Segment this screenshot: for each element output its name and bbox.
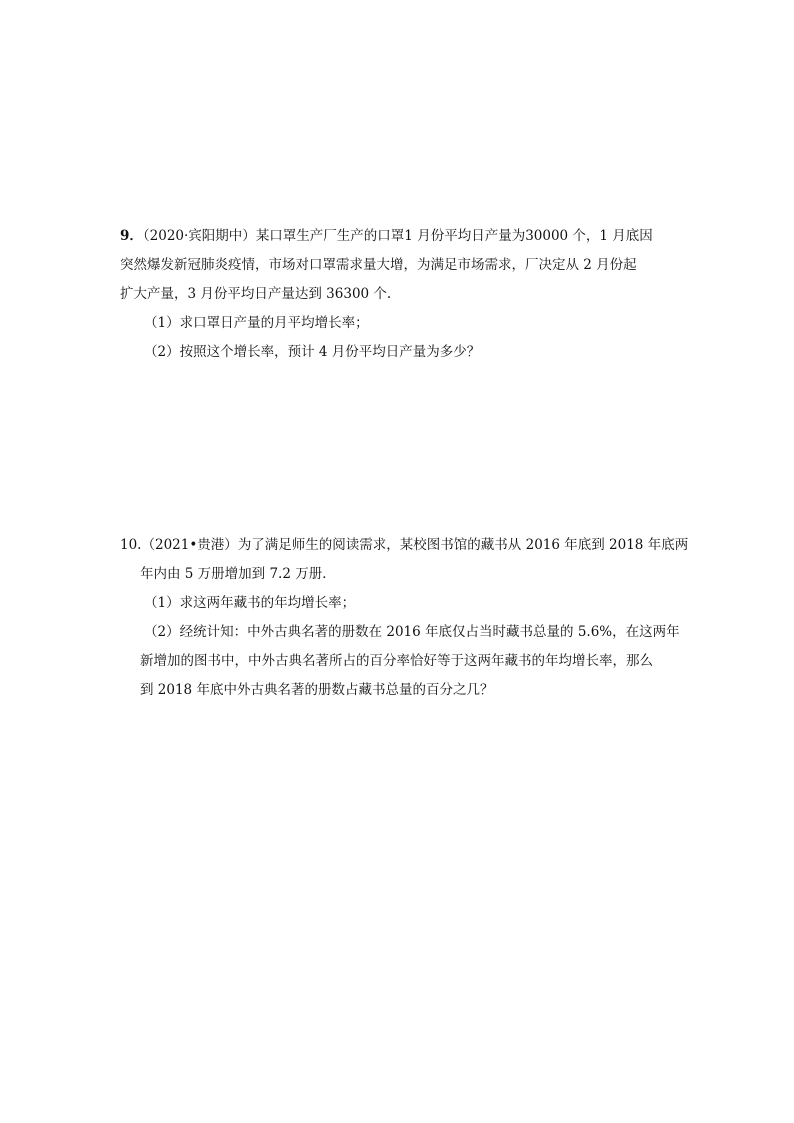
problem-number: 10. xyxy=(120,537,142,553)
problem-9-subquestion-1: （1）求口罩日产量的月平均增长率； xyxy=(144,315,369,331)
problem-9-line-2: 突然爆发新冠肺炎疫情，市场对口罩需求量大增，为满足市场需求，厂决定从 2 月份起 xyxy=(120,257,637,273)
problem-10-subquestion-2: （2）经统计知：中外古典名著的册数在 2016 年底仅占当时藏书总量的 5.6%，在这两年 xyxy=(144,624,680,640)
problem-9-subquestion-2: （2）按照这个增长率，预计 4 月份平均日产量为多少？ xyxy=(144,344,481,360)
problem-10 xyxy=(120,531,689,705)
problem-text: 某口罩生产厂生产的口罩1 月份平均日产量为30000 个，1 月底因 xyxy=(255,228,653,244)
problem-10-line-1 xyxy=(120,531,689,560)
problem-9-line-1 xyxy=(120,222,680,251)
problem-source: （2021•贵港） xyxy=(141,537,238,553)
problem-10-subquestion-2-line-2: 新增加的图书中，中外古典名著所占的百分率恰好等于这两年藏书的年均增长率，那么 xyxy=(140,653,653,669)
problem-number: 9． xyxy=(120,228,143,244)
problem-text: 为了满足师生的阅读需求，某校图书馆的藏书从 2016 年底到 2018 年底两 xyxy=(237,537,689,553)
problem-source: （2020·宾阳期中） xyxy=(142,228,256,244)
problem-10-line-2: 年内由 5 万册增加到 7.2 万册． xyxy=(140,566,336,582)
problem-10-subquestion-2-line-3: 到 2018 年底中外古典名著的册数占藏书总量的百分之几？ xyxy=(140,682,494,698)
problem-9 xyxy=(120,222,680,367)
problem-10-subquestion-1: （1）求这两年藏书的年均增长率； xyxy=(144,595,356,611)
problem-9-line-3: 扩大产量，3 月份平均日产量达到 36300 个. xyxy=(120,286,392,302)
